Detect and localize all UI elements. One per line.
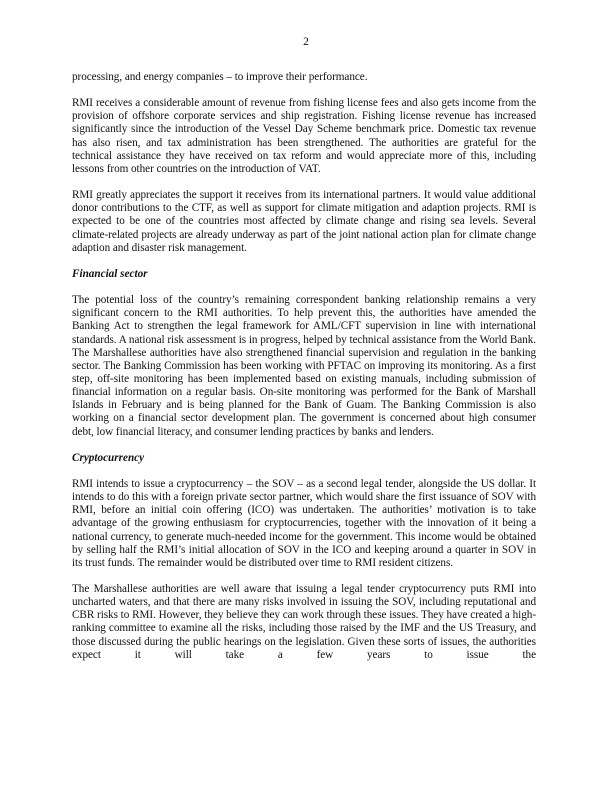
paragraph-revenue: RMI receives a considerable amount of revenue from fishing license fees and also gets income from the provision of offshore corporate services and ship registration. Fishing license revenue has increased significantly since the introduction of the Vessel Day Scheme benchmark price. Domestic tax revenue has also risen, and tax administration has been strengthened. The authorities are grateful for the technical assistance they have received on tax reform and would appreciate more of this, including lessons from other countries on the introduction of VAT.: [72, 97, 536, 175]
section-heading-cryptocurrency: Cryptocurrency: [72, 451, 145, 464]
paragraph-continuation: processing, and energy companies – to improve their performance.: [72, 71, 368, 83]
paragraph-international-partners: RMI greatly appreciates the support it receives from its international partners. It would value additional donor contributions to the CTF, as well as support for climate mitigation and adaption projects. RMI is expected to be one of the countries most affected by climate change and rising sea levels. Several climate-related projects are already underway as part of the joint national action plan for climate change adaption and disaster risk management.: [72, 189, 536, 254]
section-heading-financial-sector: Financial sector: [72, 267, 148, 280]
paragraph-financial-sector: The potential loss of the country’s remaining correspondent banking relationship remains a very significant concern to the RMI authorities. To help prevent this, the authorities have amended the Banking Act to strengthen the legal framework for AML/CFT supervision in line with international standards. A national risk assessment is in progress, helped by technical assistance from the World Bank. The Marshallese authorities have also strengthened financial supervision and regulation in the banking sector. The Banking Commission has been working with PFTAC on improving its monitoring. As a first step, off-site monitoring has been implemented based on existing manuals, including submission of financial information on a regular basis. On-site monitoring was performed for the Bank of Marshall Islands in February and is being planned for the Bank of Guam. The Banking Commission is also working on a financial sector development plan. The government is concerned about high consumer debt, low financial literacy, and consumer lending practices by banks and lenders.: [72, 294, 536, 438]
page-number: 2: [303, 36, 309, 48]
paragraph-cryptocurrency-risks: The Marshallese authorities are well aware that issuing a legal tender cryptocurrency puts RMI into uncharted waters, and that there are many risks involved in issuing the SOV, including reputational and CBR risks to RMI. However, they believe they can work through these issues. They have created a high-ranking committee to examine all the risks, including those raised by the IMF and the US Treasury, and those discussed during the public hearings on the legislation. Given these sorts of issues, the authorities expect it will take a few years to issue the: [72, 583, 536, 661]
paragraph-cryptocurrency-intent: RMI intends to issue a cryptocurrency – the SOV – as a second legal tender, alongside the US dollar. It intends to do this with a foreign private sector partner, which would share the first issuance of SOV with RMI, before an initial coin offering (ICO) was undertaken. The authorities’ motivation is to take advantage of the growing enthusiasm for cryptocurrencies, together with the innovation of it being a national currency, to generate much-needed income for the government. This income would be obtained by selling half the RMI’s initial allocation of SOV in the ICO and keeping around a quarter in SOV in its trust funds. The remainder would be distributed over time to RMI resident citizens.: [72, 477, 536, 569]
body-text: [72, 71, 536, 675]
